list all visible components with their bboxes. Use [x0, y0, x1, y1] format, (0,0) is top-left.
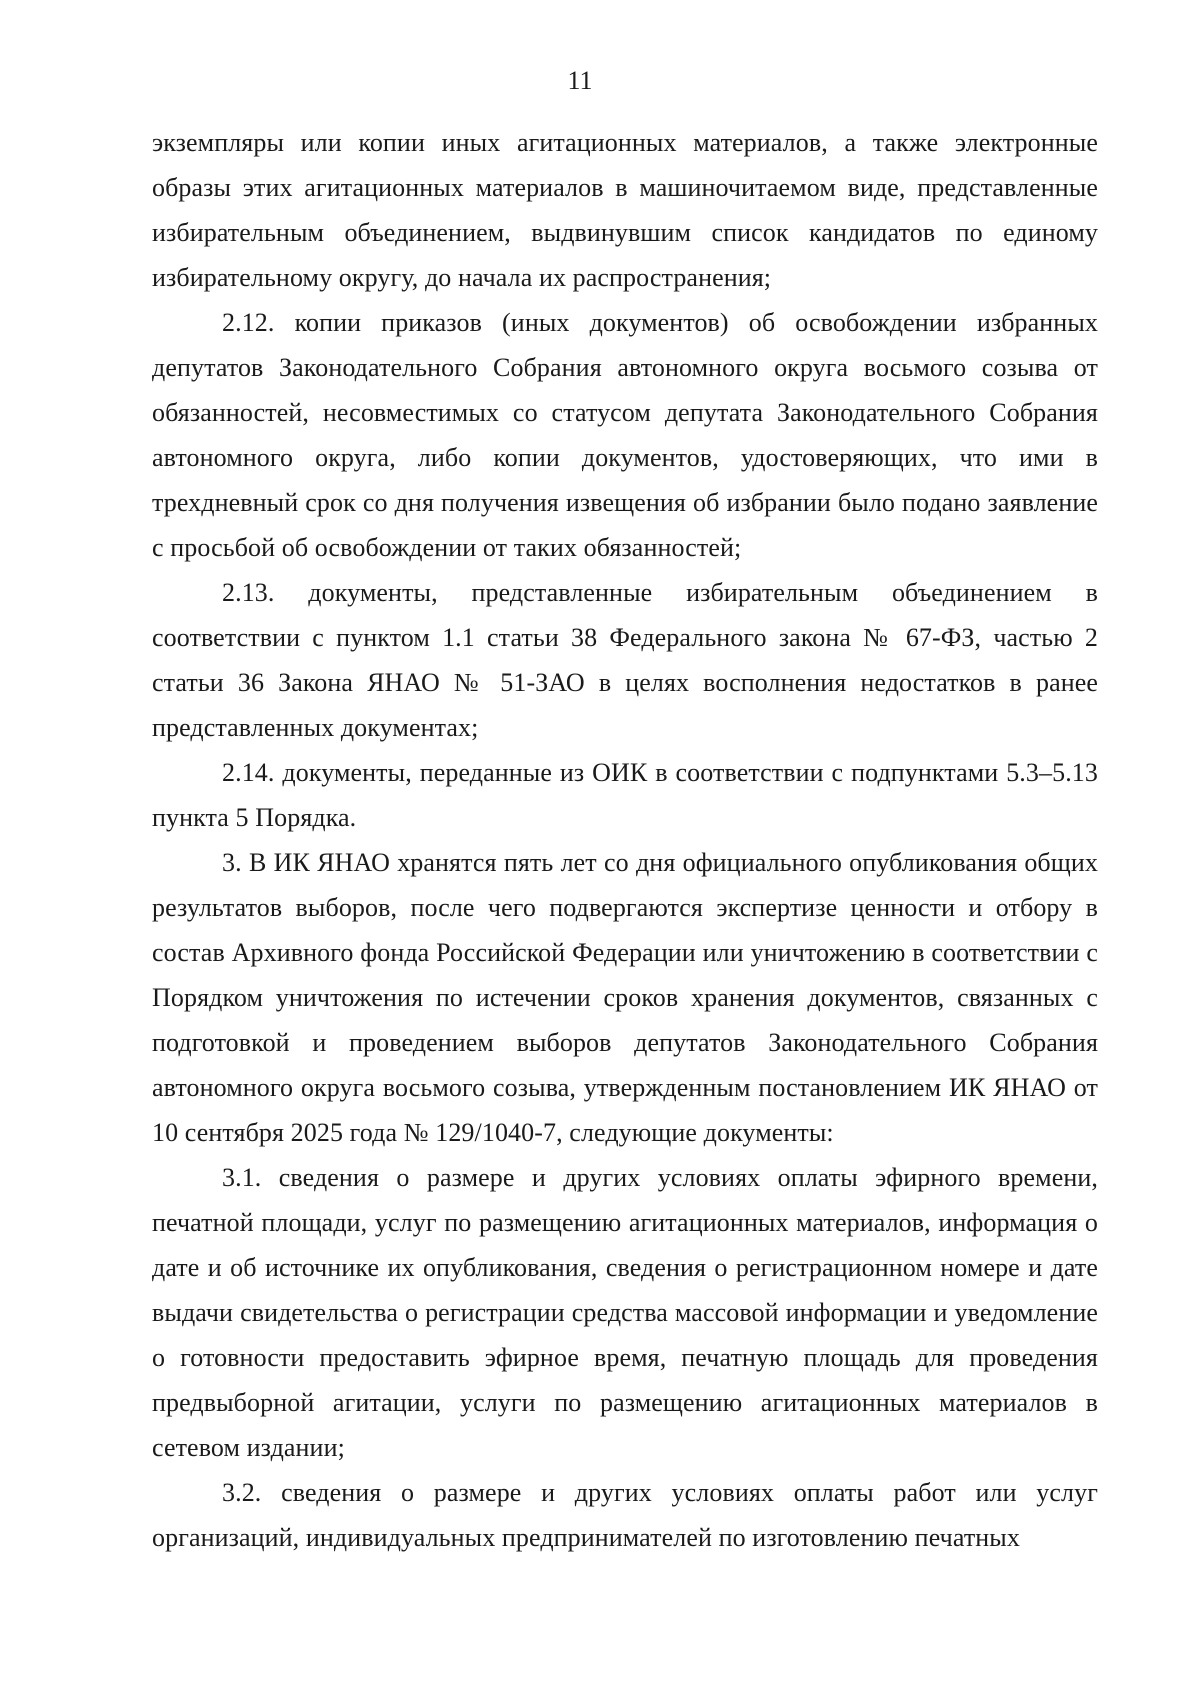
paragraph-2-13: 2.13. документы, представленные избирательным объединением в соответствии с пунктом 1.1 статьи 38 Федерального закона № 67-ФЗ, частью 2 статьи 36 Закона ЯНАО № 51-ЗАО в целях восполнения недостатков в ранее представленных документах; [152, 578, 1098, 742]
paragraph-continuation: экземпляры или копии иных агитационных материалов, а также электронные образы этих агитационных материалов в машиночитаемом виде, представленные избирательным объединением, выдвинувшим список кандидатов по единому избирательному округу, до начала их распространения; [152, 128, 1098, 292]
paragraph-3-1: 3.1. сведения о размере и других условиях оплаты эфирного времени, печатной площади, услуг по размещению агитационных материалов, информация о дате и об источнике их опубликования, сведения о регистрационном номере и дате выдачи свидетельства о регистрации средства массовой информации и уведомление о готовности предоставить эфирное время, печатную площадь для проведения предвыборной агитации, услуги по размещению агитационных материалов в сетевом издании; [152, 1163, 1098, 1462]
paragraph-2-14: 2.14. документы, переданные из ОИК в соответствии с подпунктами 5.3–5.13 пункта 5 Порядка. [152, 758, 1098, 832]
paragraph-3-2: 3.2. сведения о размере и других условиях оплаты работ или услуг организаций, индивидуальных предпринимателей по изготовлению печатных [152, 1478, 1098, 1552]
page-number: 11 [567, 66, 593, 95]
paragraph-2-12: 2.12. копии приказов (иных документов) об освобождении избранных депутатов Законодательного Собрания автономного округа восьмого созыва от обязанностей, несовместимых со статусом депутата Законодательного Собрания автономного округа, либо копии документов, удостоверяющих, что ими в трехдневный срок со дня получения извещения об избрании было подано заявление с просьбой об освобождении от таких обязанностей; [152, 308, 1098, 562]
document-body [152, 120, 1098, 1560]
paragraph-3: 3. В ИК ЯНАО хранятся пять лет со дня официального опубликования общих результатов выборов, после чего подвергаются экспертизе ценности и отбору в состав Архивного фонда Российской Федерации или уничтожению в соответствии с Порядком уничтожения по истечении сроков хранения документов, связанных с подготовкой и проведением выборов депутатов Законодательного Собрания автономного округа восьмого созыва, утвержденным постановлением ИК ЯНАО от 10 сентября 2025 года № 129/1040-7, следующие документы: [152, 848, 1098, 1147]
